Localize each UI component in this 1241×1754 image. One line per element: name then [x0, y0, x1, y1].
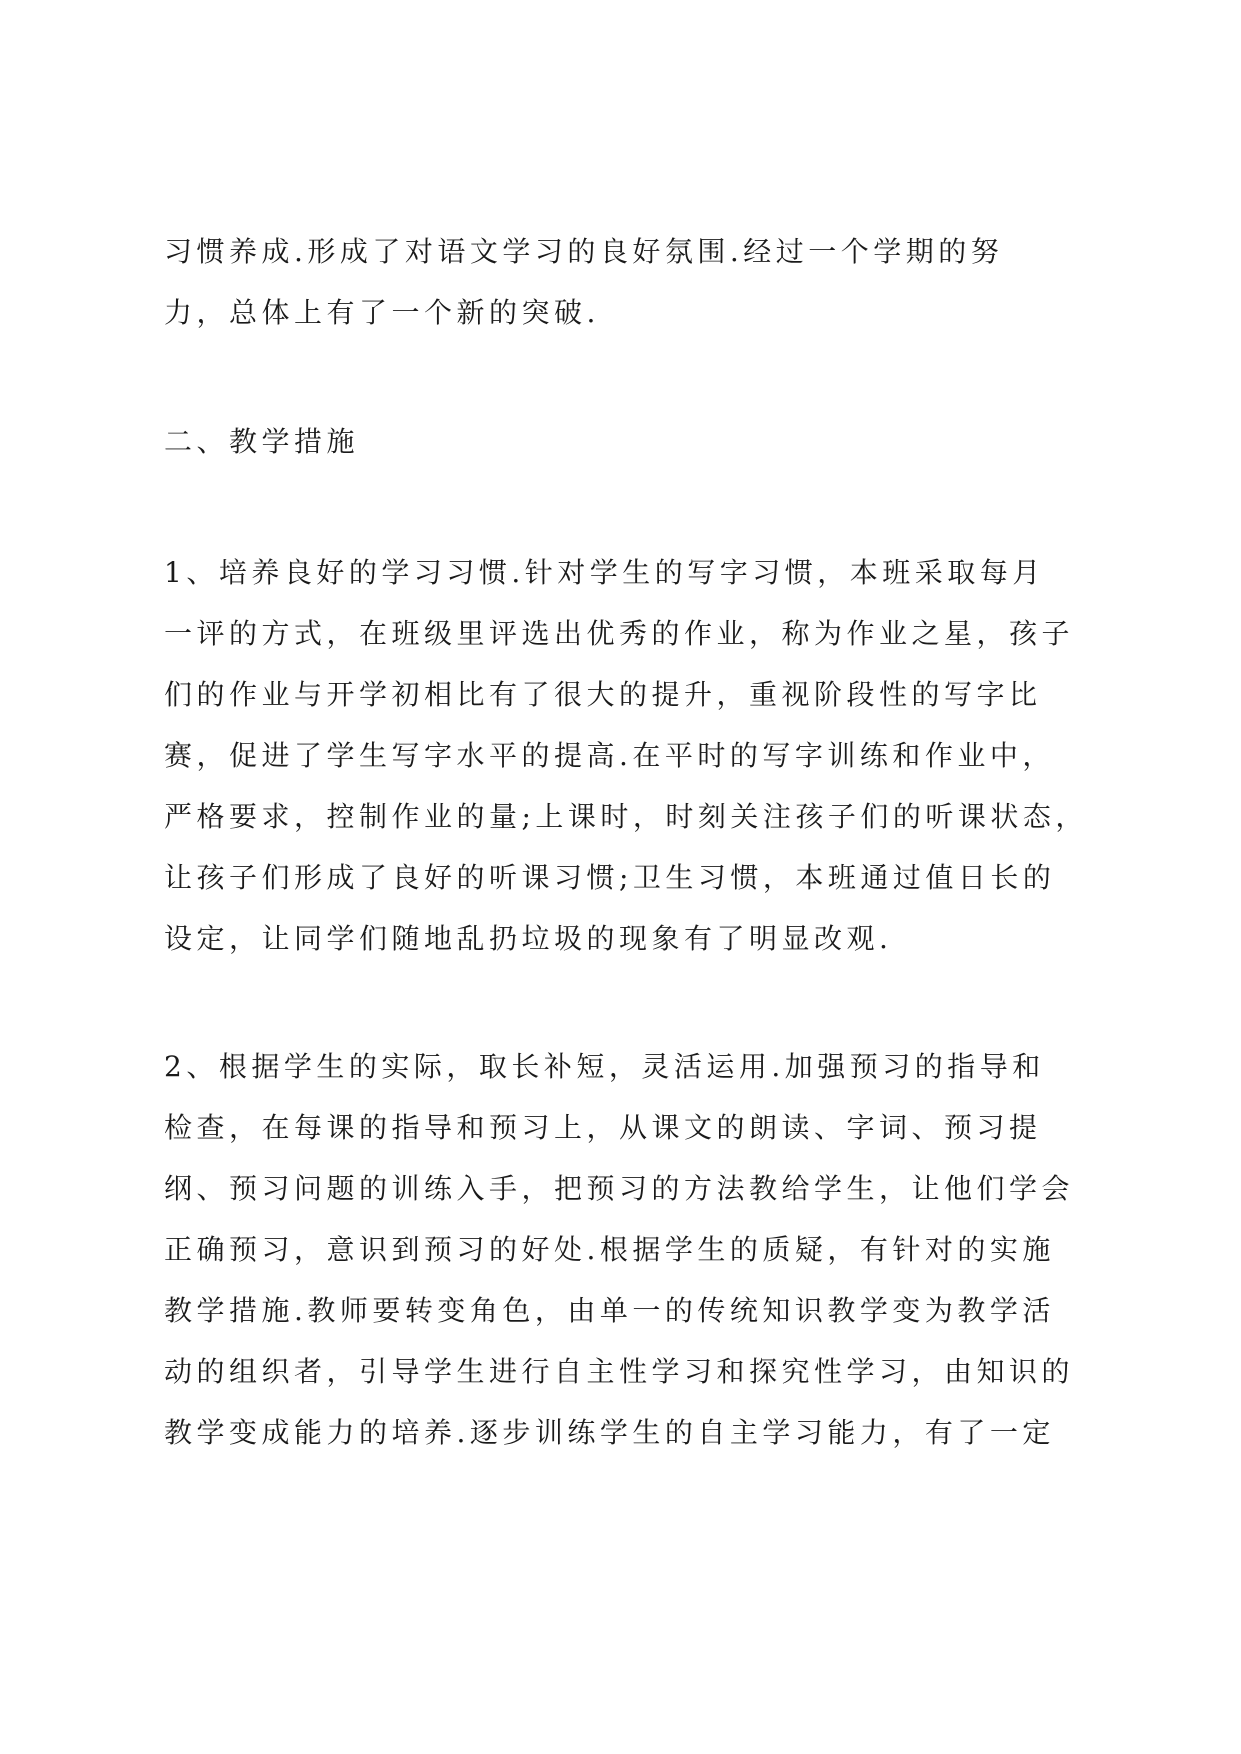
- text-line: 们的作业与开学初相比有了很大的提升，重视阶段性的写字比: [164, 678, 1042, 711]
- text-line: 检查，在每课的指导和预习上，从课文的朗读、字词、预习提: [164, 1111, 1042, 1144]
- text-line: 教学措施.教师要转变角色，由单一的传统知识教学变为教学活: [164, 1294, 1055, 1327]
- text-line: 赛，促进了学生写字水平的提高.在平时的写字训练和作业中，: [164, 739, 1055, 772]
- text-line: 教学变成能力的培养.逐步训练学生的自主学习能力，有了一定: [164, 1416, 1055, 1449]
- section-heading: 二、教学措施: [164, 425, 360, 458]
- text-line: 让孩子们形成了良好的听课习惯;卫生习惯，本班通过值日长的: [164, 861, 1056, 894]
- text-line: 动的组织者，引导学生进行自主性学习和探究性学习，由知识的: [164, 1355, 1075, 1388]
- text-line: 纲、预习问题的训练入手，把预习的方法教给学生，让他们学会: [164, 1172, 1075, 1205]
- text-line: 习惯养成.形成了对语文学习的良好氛围.经过一个学期的努: [164, 235, 1004, 268]
- text-line: 2、根据学生的实际，取长补短，灵活运用.加强预习的指导和: [164, 1050, 1045, 1083]
- text-line: 力，总体上有了一个新的突破.: [164, 296, 600, 329]
- text-line: 严格要求，控制作业的量;上课时，时刻关注孩子们的听课状态，: [164, 800, 1088, 833]
- text-line: 正确预习，意识到预习的好处.根据学生的质疑，有针对的实施: [164, 1233, 1055, 1266]
- text-line: 一评的方式，在班级里评选出优秀的作业，称为作业之星，孩子: [164, 617, 1075, 650]
- text-line: 设定，让同学们随地乱扔垃圾的现象有了明显改观.: [164, 922, 893, 955]
- text-line: 1、培养良好的学习习惯.针对学生的写字习惯，本班采取每月: [164, 556, 1045, 589]
